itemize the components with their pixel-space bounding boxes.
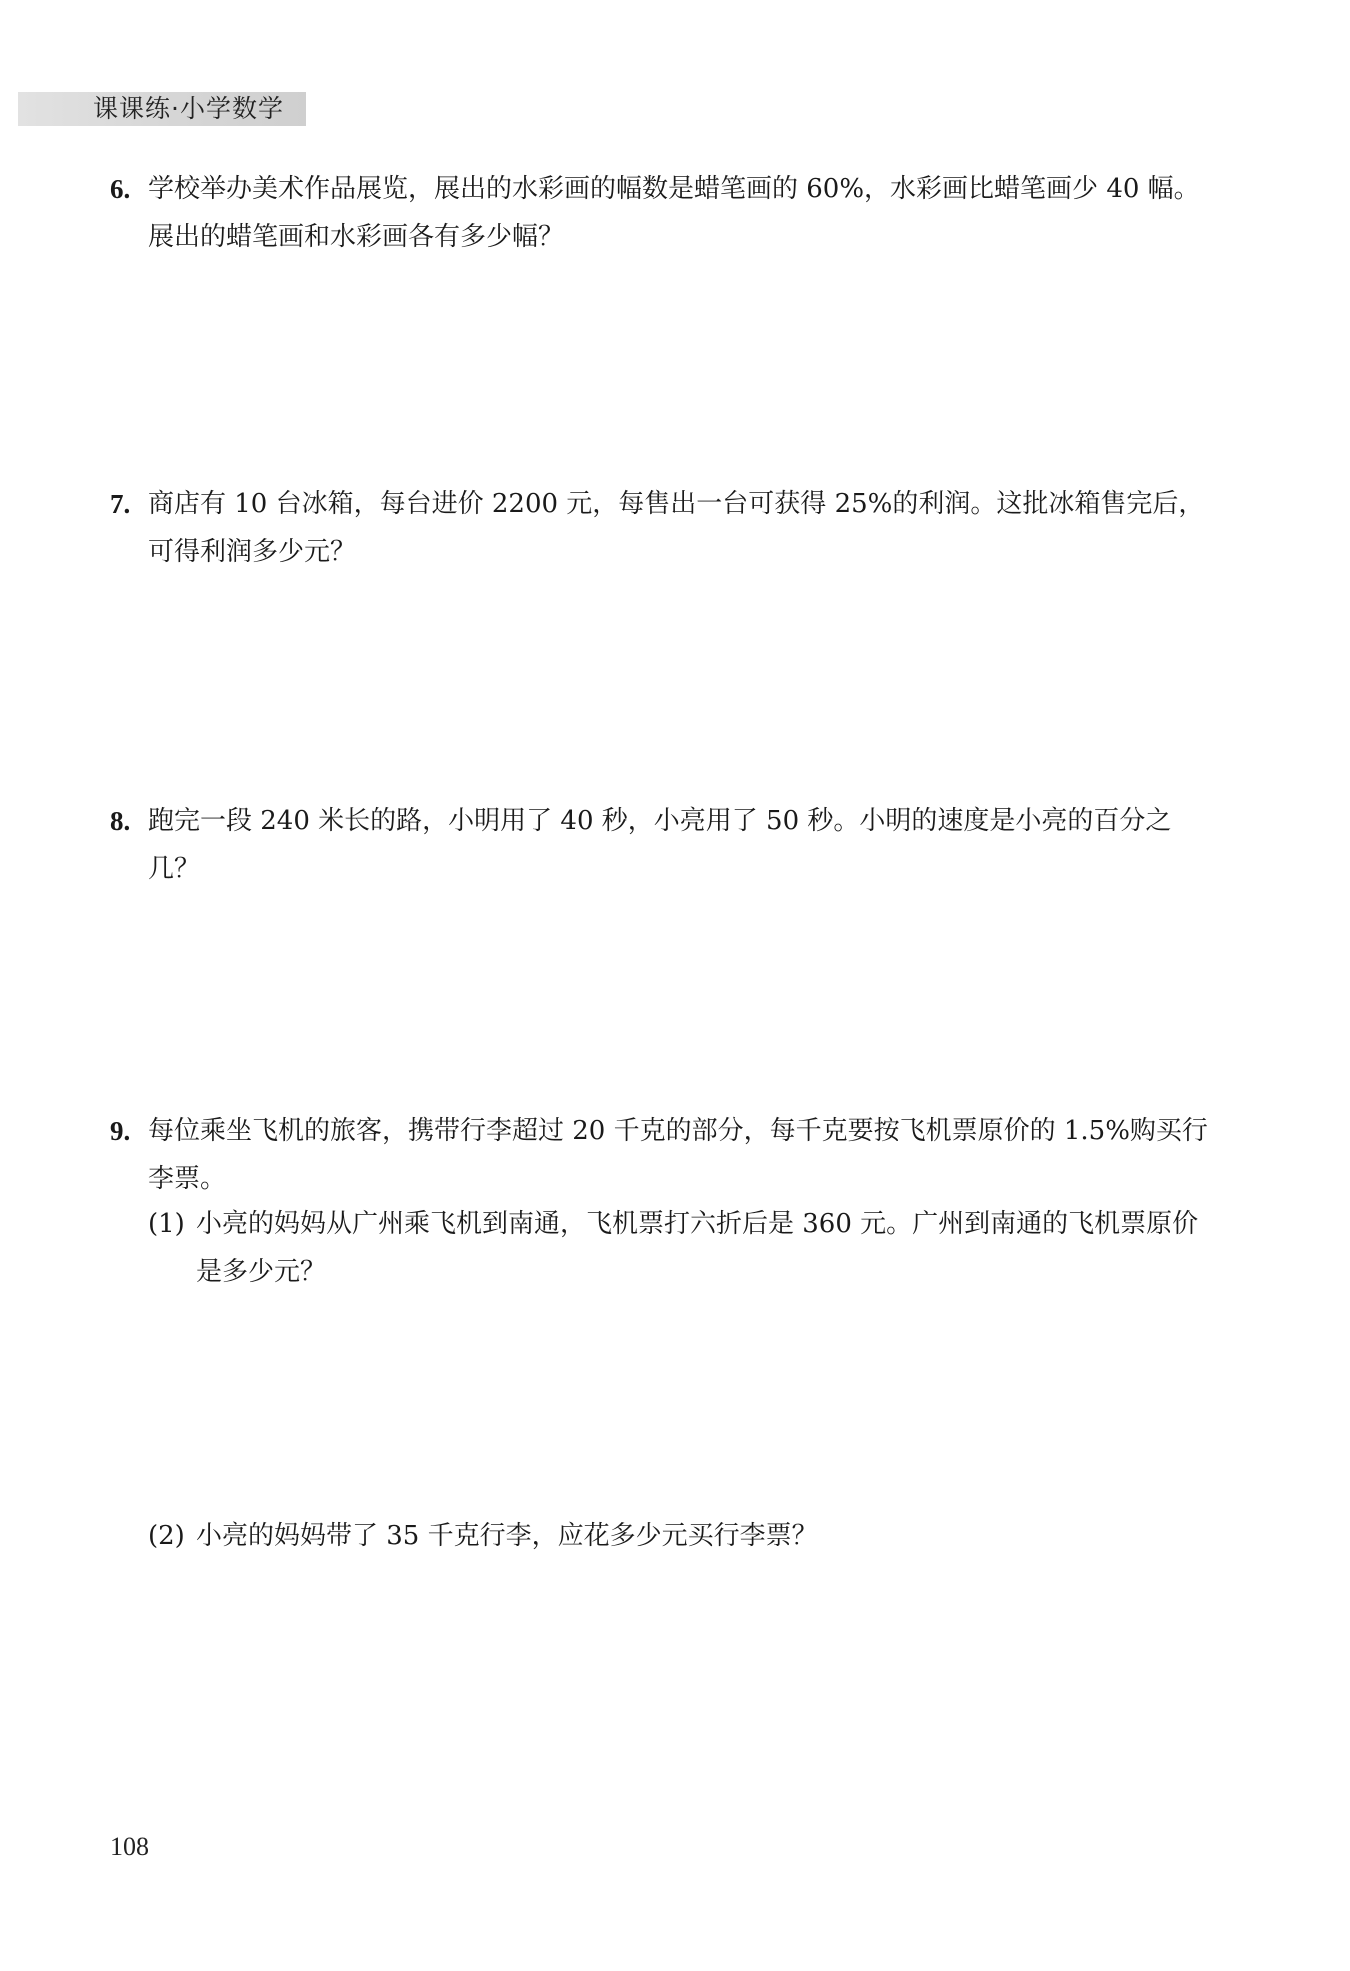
subquestion-1	[148, 1200, 1208, 1296]
subquestion-text: 小亮的妈妈带了 35 千克行李，应花多少元买行李票？	[196, 1521, 818, 1551]
problem-text: 每位乘坐飞机的旅客，携带行李超过 20 千克的部分，每千克要按飞机票原价的 1.5%购买行李票。	[148, 1116, 1208, 1194]
problem-text: 学校举办美术作品展览，展出的水彩画的幅数是蜡笔画的 60%，水彩画比蜡笔画少 40 幅。展出的蜡笔画和水彩画各有多少幅？	[148, 174, 1200, 252]
problem-number: 8.	[110, 806, 131, 836]
book-title: 课课练·小学数学	[93, 94, 284, 123]
problem-number: 6.	[110, 174, 131, 204]
problem-number: 7.	[110, 489, 131, 519]
subquestion-number: (1)	[148, 1209, 185, 1239]
page-number: 108	[110, 1832, 149, 1861]
problem-9	[110, 1107, 1210, 1203]
problem-7	[110, 480, 1210, 576]
problem-text: 跑完一段 240 米长的路，小明用了 40 秒，小亮用了 50 秒。小明的速度是小亮的百分之几？	[148, 806, 1172, 884]
problem-8	[110, 797, 1210, 893]
problem-text: 商店有 10 台冰箱，每台进价 2200 元，每售出一台可获得 25%的利润。这批冰箱售完后，可得利润多少元？	[148, 489, 1205, 567]
problem-6	[110, 165, 1210, 261]
problem-number: 9.	[110, 1116, 131, 1146]
subquestion-2	[148, 1512, 1208, 1560]
subquestion-text: 小亮的妈妈从广州乘飞机到南通，飞机票打六折后是 360 元。广州到南通的飞机票原价是多少元？	[196, 1209, 1199, 1287]
subquestion-number: (2)	[148, 1521, 185, 1551]
